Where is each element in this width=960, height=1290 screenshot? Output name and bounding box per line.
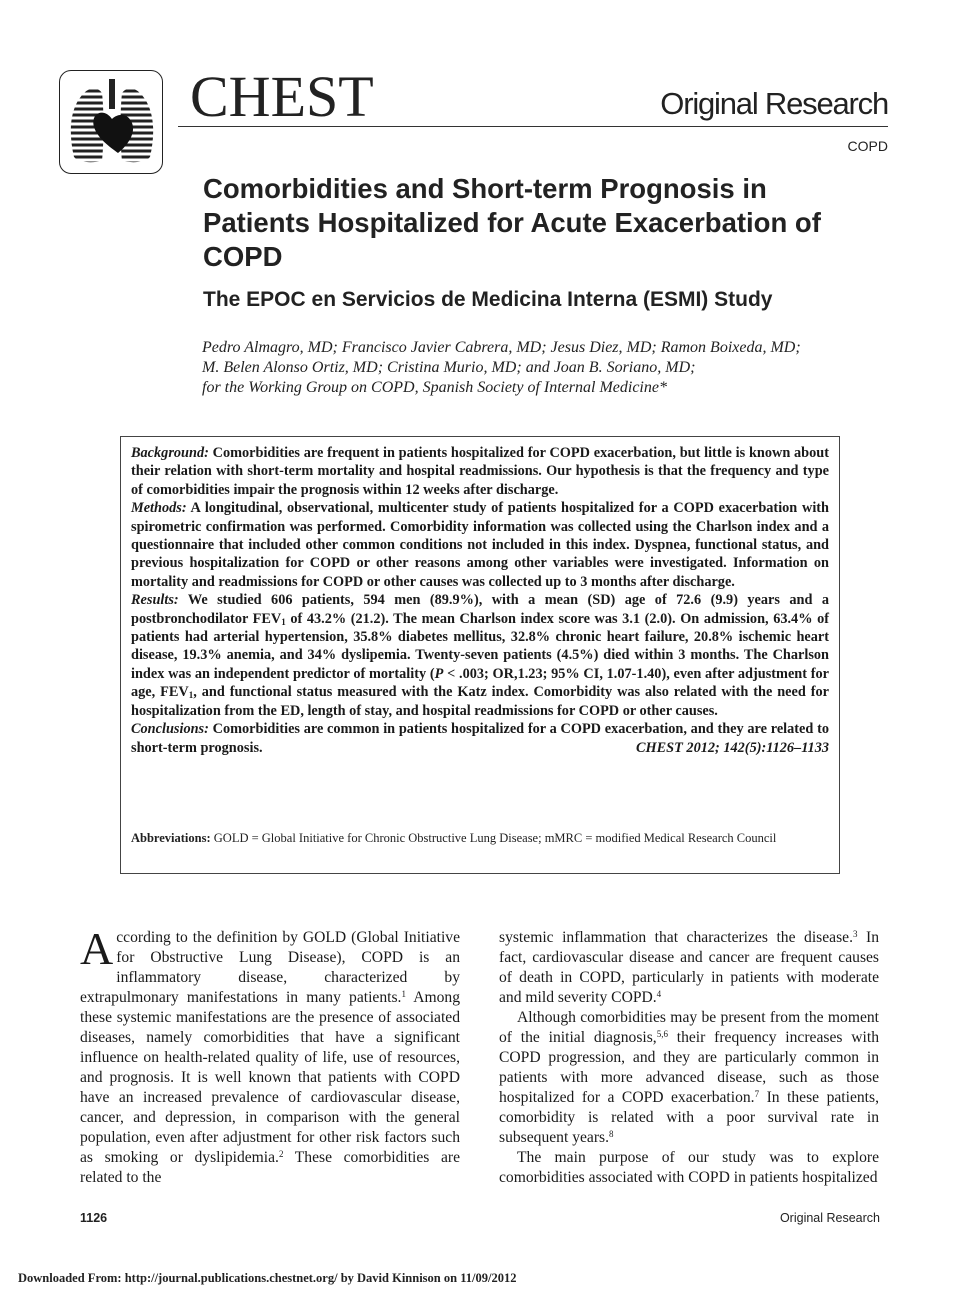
abstract: [131, 444, 829, 757]
body-text: These comorbidities are related to the: [80, 1149, 460, 1186]
methods-text: A longitudinal, observational, multicenter study of patients hospitalized for a COPD exacerbation with spirometric confirmation was performed. Comorbidity information was collected using the Charlson index and a questionnaire that included other common conditions not included in this index. Dyspnea, functional status, and previous hospitalization for COPD or other reasons among other variables were investigated. Information on mortality and readmissions for COPD or other causes was collected up to 3 months after discharge.: [131, 500, 829, 590]
background-text: Comorbidities are frequent in patients hospitalized for COPD exacerbation, but little is known about their relation with short-term mortality and hospital readmissions. Our hypothesis is that the frequency and type of comorbidities impair the prognosis within 12 weeks after discharge.: [131, 445, 829, 498]
body-paragraph: [499, 1008, 879, 1148]
body-text: Among these systemic manifestations are the presence of associated diseases, namely comorbidities that have a significant influence on health-related quality of life, use of resources, and prognosis. It is well known that patients with COPD have an increased prevalence of cardiovascular disease, cancer, and depression, in comparison with the general population, even after adjustment for other risk factors such as smoking or dyslipidemia.: [80, 989, 461, 1166]
reference-marker[interactable]: 2: [278, 1149, 284, 1159]
body-column-right: [499, 928, 879, 1188]
body-text: ccording to the definition by GOLD (Global Initiative for Obstructive Lung Disease), COPD is an inflammatory disease, characterized by extrapulmonary manifestations in many patients.: [80, 929, 460, 1006]
reference-marker[interactable]: 5,6: [656, 1029, 668, 1039]
abbreviations: [131, 830, 829, 847]
p-value-symbol: P: [434, 665, 444, 682]
reference-marker[interactable]: 7: [754, 1089, 760, 1099]
body-paragraph: [499, 928, 879, 1008]
abstract-background: [131, 444, 829, 499]
abbreviations-text: GOLD = Global Initiative for Chronic Obstructive Lung Disease; mMRC = modified Medical Research Council: [210, 831, 777, 845]
body-text: In fact, cardiovascular disease and cancer are frequent causes of death in COPD, particularly in patients with moderate and mild severity COPD.: [499, 929, 879, 1006]
lungs-heart-logo-icon: [60, 71, 163, 174]
methods-label: Methods:: [131, 500, 187, 517]
body-text: their frequency increases with COPD progression, and they are particularly common in patients with more advanced disease, such as those hospitalized for a COPD exacerbation.: [499, 1029, 879, 1106]
results-text: of 43.2% (21.2). The mean Charlson index score was 3.1 (2.0). On admission, 63.4% of patients had arterial hypertension, 35.8% diabetes mellitus, 32.8% chronic heart failure, 20.8% ischemic heart disease, 19.3% anemia, and 34% dyslipemia. Twenty-seven patients (4.5%) died within 3 months. The Charlson index was an independent predictor of mortality (: [131, 610, 830, 682]
subscript: 1: [281, 616, 286, 627]
reference-marker[interactable]: 3: [852, 929, 858, 939]
reference-marker[interactable]: 8: [609, 1129, 614, 1139]
download-note: Downloaded From: http://journal.publications.chestnet.org/ by David Kinnison on 11/09/2012: [18, 1271, 517, 1285]
abstract-results: [131, 591, 829, 720]
abbreviations-label: Abbreviations:: [131, 831, 211, 845]
author-list: [202, 338, 862, 398]
body-text: systemic inflammation that characterizes the disease.: [499, 929, 853, 946]
body-paragraph: [80, 923, 461, 1188]
authors-line: M. Belen Alonso Ortiz, MD; Cristina Murio, MD; and Joan B. Soriano, MD;: [202, 359, 696, 376]
authors-line: Pedro Almagro, MD; Francisco Javier Cabrera, MD; Jesus Diez, MD; Ramon Boixeda, MD;: [202, 339, 801, 356]
body-text: In these patients, comorbidity is related with a poor survival rate in subsequent years.: [499, 1089, 879, 1146]
drop-cap: A: [80, 923, 114, 974]
body-text: Although comorbidities may be present from the moment of the initial diagnosis,: [499, 1009, 879, 1046]
abstract-conclusions: [131, 720, 829, 757]
reference-marker[interactable]: 1: [401, 989, 406, 999]
section-label: Original Research: [660, 86, 888, 121]
results-label: Results:: [131, 592, 179, 609]
footer-section: Original Research: [779, 1211, 880, 1225]
header-divider: [178, 126, 888, 127]
article-title: Comorbidities and Short-term Prognosis in Patients Hospitalized for Acute Exacerbation of COPD: [203, 173, 821, 272]
results-text: , and functional status measured with the Katz index. Comorbidity was also related with the need for hospitalization from the ED, length of stay, and hospital readmissions for COPD or other causes.: [131, 684, 829, 719]
authors-line: for the Working Group on COPD, Spanish Society of Internal Medicine*: [202, 379, 667, 396]
citation: CHEST 2012; 142(5):1126–1133: [635, 739, 829, 756]
journal-name: CHEST: [190, 64, 374, 129]
article-subtitle: The EPOC en Servicios de Medicina Interna (ESMI) Study: [203, 288, 773, 311]
conclusions-text: Comorbidities are common in patients hospitalized for a COPD exacerbation, and they are related to short-term prognosis.: [131, 721, 829, 756]
topic-label: COPD: [847, 138, 888, 154]
abstract-methods: [131, 499, 829, 591]
page-number: 1126: [80, 1211, 108, 1225]
background-label: Background:: [131, 445, 209, 461]
subscript: 1: [188, 690, 194, 701]
journal-logo: [59, 70, 163, 174]
body-column-left: [80, 923, 461, 1188]
body-paragraph: The main purpose of our study was to explore comorbidities associated with COPD in patients hospitalized: [499, 1149, 879, 1186]
results-text: We studied 606 patients, 594 men (89.9%), with a mean (SD) age of 72.6 (9.9) years and a postbronchodilator FEV: [131, 592, 829, 627]
results-text: < .003; OR,1.23; 95% CI, 1.07-1.40), even after adjustment for age, FEV: [131, 665, 829, 701]
reference-marker[interactable]: 4: [656, 989, 662, 999]
conclusions-label: Conclusions:: [131, 721, 209, 738]
